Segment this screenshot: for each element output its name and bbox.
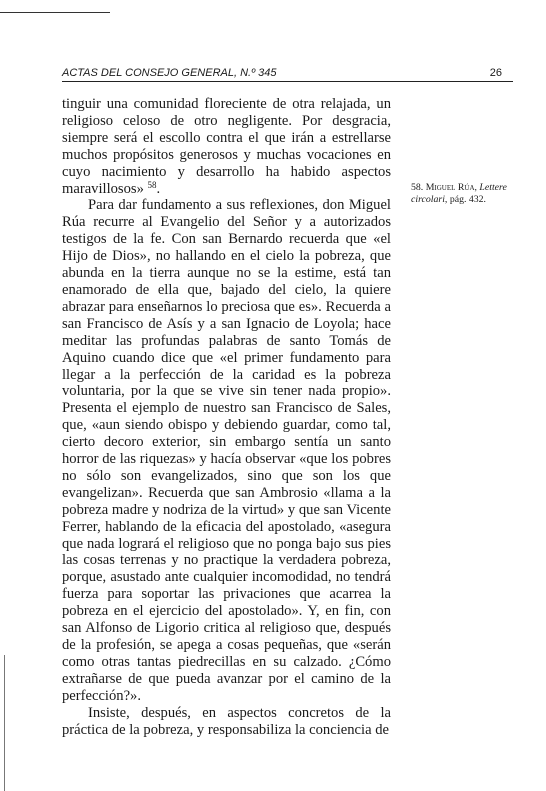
footnote-number: 58. bbox=[411, 182, 424, 193]
top-margin-rule bbox=[0, 12, 110, 13]
footnote-author: Miguel Rúa bbox=[425, 182, 475, 193]
running-header-title: ACTAS DEL CONSEJO GENERAL, N.º 345 bbox=[62, 67, 277, 79]
paragraph-3: Insiste, después, en aspectos concretos de la práctica de la pobreza, y responsabiliza la conciencia de bbox=[62, 704, 391, 738]
paragraph-1-end: . bbox=[156, 180, 161, 197]
footnote-page: , pág. 432. bbox=[444, 193, 487, 205]
page-number: 26 bbox=[489, 67, 502, 79]
body-text bbox=[62, 96, 391, 738]
header-rule bbox=[62, 81, 513, 82]
paragraph-2: Para dar fundamento a sus reflexiones, don Miguel Rúa recurre al Evangelio del Señor y a autorizados testigos de la fe. Con san Bernardo recuerda que «el Hijo de Dios», no hallando en el cielo la pobreza, que abunda en la tierra aunque no se la estime, está tan enamorado de ella que, bajado del cielo, la quiere abrazar para enseñarnos lo preciosa que es». Recuerda a san Francisco de Asís y a san Ignacio de Loyola; hace meditar las profundas palabras de santo Tomás de Aquino cuando dice que «el primer fundamento para llegar a la perfección de la caridad es la pobreza voluntaria, por la que se vive sin tener nada propio». Presenta el ejemplo de nuestro san Francisco de Sales, que, «aun siendo obispo y debiendo guardar, como tal, cierto decoro exterior, sin embargo sentía un santo horror de las riquezas» y hacía observar «que los pobres no sólo son evangelizados, sino que son los que evangelizan». Recuerda que san Ambrosio «llama a la pobreza madre y nodriza de la virtud» y que san Vicente Ferrer, hablando de la eficacia del apostolado, «asegura que nada logrará el religioso que no ponga bajo sus pies las cosas terrenas y no practique la verdadera pobreza, porque, asustado ante cualquier incomodidad, no tendrá fuerza para soportar las privaciones que acarrea la pobreza en el ejercicio del apostolado». Y, en fin, con san Alfonso de Ligorio critica al religioso que, después de la profesión, se apega a cosas pequeñas, que «serán como otras tantas piedrecillas en su calzado. ¿Cómo extrañarse de que pueda avanzar por el camino de la perfección?». bbox=[62, 197, 391, 704]
footnote-ref-58: 58 bbox=[147, 179, 157, 190]
paragraph-1-text: tinguir una comunidad floreciente de otra relajada, un religioso celoso de otro negligente. Por desgracia, siempre será el escollo contra el que irán a estrellarse muchos propósitos generosos y muchas vocaciones en cuyo nacimiento y desarrollo ha habido aspectos maravillosos» bbox=[62, 96, 391, 197]
running-header bbox=[62, 67, 502, 79]
footnote-58: 58. Miguel Rúa, Lettere circolari, pág. 432. bbox=[411, 182, 507, 205]
footnote-work: Lettere circolari bbox=[411, 182, 507, 205]
left-margin-rule bbox=[4, 655, 5, 791]
paragraph-1 bbox=[62, 96, 391, 197]
